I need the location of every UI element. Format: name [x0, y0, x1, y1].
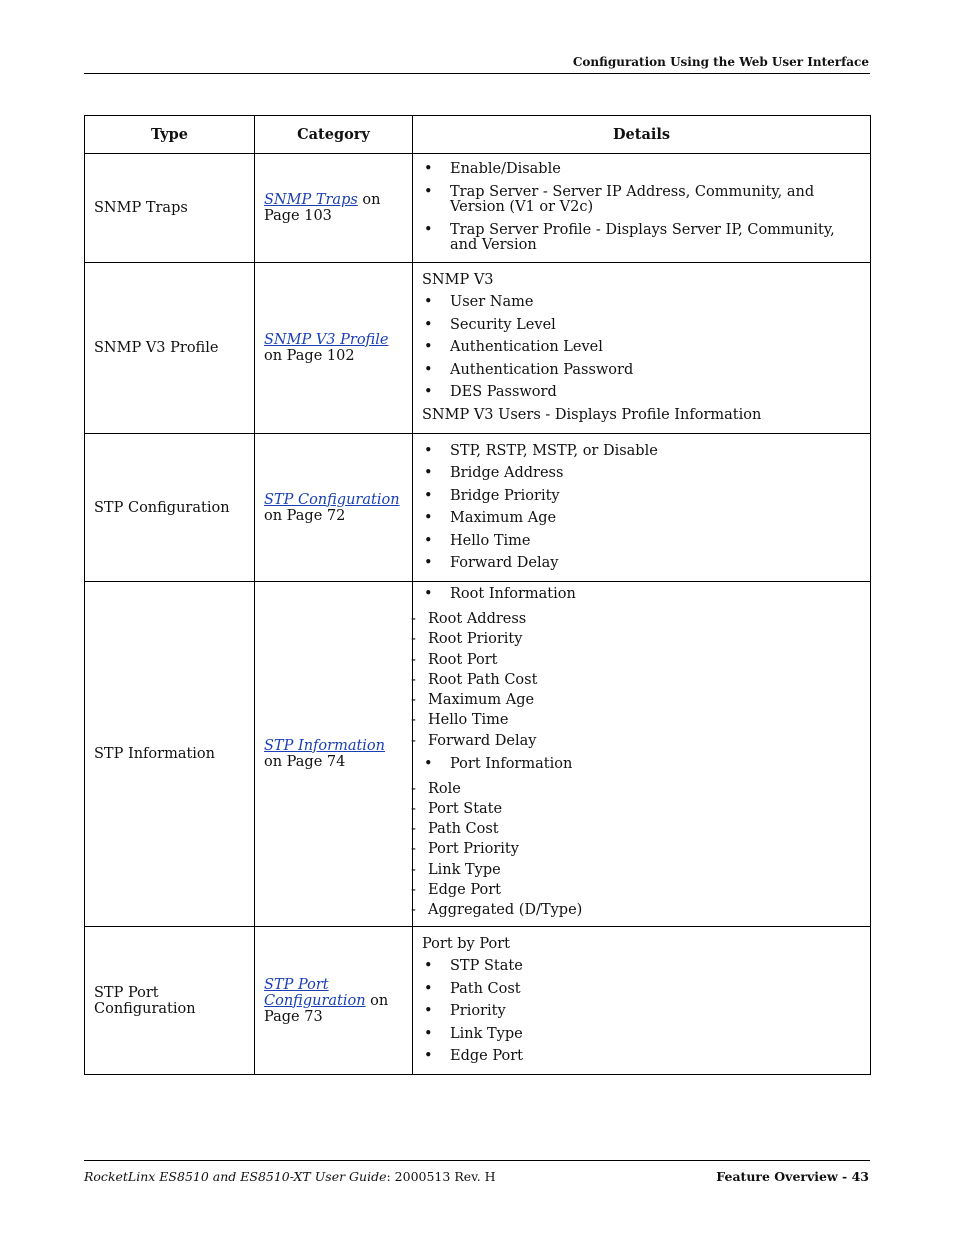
sub-item: - Maximum Age [394, 690, 861, 710]
feature-table [84, 115, 871, 1075]
sub-item: - Port State [394, 799, 861, 819]
sub-item: - Root Port [394, 650, 861, 670]
type-line: Configuration [94, 1000, 196, 1017]
details-outro: SNMP V3 Users - Displays Profile Information [422, 406, 762, 423]
type-cell: STP Configuration [85, 434, 255, 582]
details-cell [413, 927, 871, 1075]
link-suffix: on [365, 992, 389, 1009]
list-item: • Authentication Level [422, 340, 861, 356]
column-header-details: Details [413, 116, 871, 154]
type-cell: SNMP V3 Profile [85, 263, 255, 434]
list-item: • Security Level [422, 318, 861, 334]
list-item: • Trap Server Profile - Displays Server IP, Community, and Version [422, 223, 861, 254]
details-cell [413, 263, 871, 434]
table-row [85, 154, 871, 263]
list-item: • Hello Time [422, 534, 861, 550]
details-intro: Port by Port [422, 935, 511, 952]
table-row [85, 434, 871, 582]
list-item: • Priority [422, 1004, 861, 1020]
link-line: Configuration [264, 992, 366, 1009]
table-row [85, 927, 871, 1075]
page-reference: Page 103 [264, 208, 332, 224]
table-row [85, 582, 871, 927]
list-item: • STP, RSTP, MSTP, or Disable [422, 444, 861, 460]
type-line: STP Port [94, 984, 159, 1001]
list-item: • Trap Server - Server IP Address, Community, and Version (V1 or V2c) [422, 185, 861, 216]
sub-item: - Link Type [394, 860, 861, 880]
page-reference: on Page 72 [264, 507, 346, 524]
category-cell [255, 927, 413, 1075]
category-cell [255, 434, 413, 582]
details-cell [413, 582, 871, 927]
list-item: • Path Cost [422, 982, 861, 998]
details-cell [413, 154, 871, 263]
type-cell [85, 927, 255, 1075]
details-intro: SNMP V3 [422, 271, 494, 288]
list-item-port-information [422, 757, 861, 773]
page-reference: Page 73 [264, 1008, 323, 1025]
footer-divider [84, 1160, 870, 1161]
page-reference: on Page 74 [264, 754, 346, 770]
category-cell [255, 263, 413, 434]
guide-title: RocketLinx ES8510 and ES8510-XT User Guide [84, 1169, 387, 1184]
stp-port-configuration-link[interactable] [264, 977, 366, 1009]
stp-information-link[interactable]: STP Information [264, 738, 385, 754]
type-cell: SNMP Traps [85, 154, 255, 263]
stp-configuration-link[interactable]: STP Configuration [264, 491, 400, 508]
header-divider [84, 73, 870, 74]
sub-item: - Edge Port [394, 880, 861, 900]
list-item: • STP State [422, 959, 861, 975]
page-reference: on Page 102 [264, 348, 355, 364]
sub-item: - Aggregated (D/Type) [394, 900, 861, 920]
sub-item: - Root Path Cost [394, 670, 861, 690]
column-header-category: Category [255, 116, 413, 154]
sub-item: - Forward Delay [394, 731, 861, 751]
list-item: • Forward Delay [422, 556, 861, 572]
list-item: • Maximum Age [422, 511, 861, 527]
sub-item: - Port Priority [394, 839, 861, 859]
list-item-root-information [422, 587, 861, 603]
sub-item: - Path Cost [394, 819, 861, 839]
details-cell [413, 434, 871, 582]
list-item: • User Name [422, 295, 861, 311]
sub-item: - Root Address [394, 609, 861, 629]
type-cell: STP Information [85, 582, 255, 927]
category-cell [255, 154, 413, 263]
link-suffix: on [357, 192, 381, 208]
table-row [85, 263, 871, 434]
list-item: • Bridge Address [422, 466, 861, 482]
column-header-type: Type [85, 116, 255, 154]
group-label: Port Information [450, 756, 573, 772]
category-cell [255, 582, 413, 927]
list-item: • Enable/Disable [422, 162, 861, 178]
footer-guide-title [84, 1169, 496, 1184]
group-label: Root Information [450, 586, 576, 603]
footer-page-label: Feature Overview - 43 [716, 1169, 869, 1184]
running-header: Configuration Using the Web User Interface [572, 55, 869, 69]
list-item: • Link Type [422, 1027, 861, 1043]
sub-item: - Root Priority [394, 629, 861, 649]
snmp-v3-profile-link[interactable]: SNMP V3 Profile [264, 332, 389, 348]
list-item: • Edge Port [422, 1049, 861, 1065]
link-line: STP Port [264, 976, 329, 993]
snmp-traps-link[interactable]: SNMP Traps [264, 192, 358, 208]
document-number: : 2000513 Rev. H [386, 1169, 496, 1184]
list-item: • DES Password [422, 385, 861, 401]
list-item: • Authentication Password [422, 363, 861, 379]
sub-item: - Role [394, 779, 861, 799]
list-item: • Bridge Priority [422, 489, 861, 505]
sub-item: - Hello Time [394, 710, 861, 730]
table-header-row [85, 116, 871, 154]
